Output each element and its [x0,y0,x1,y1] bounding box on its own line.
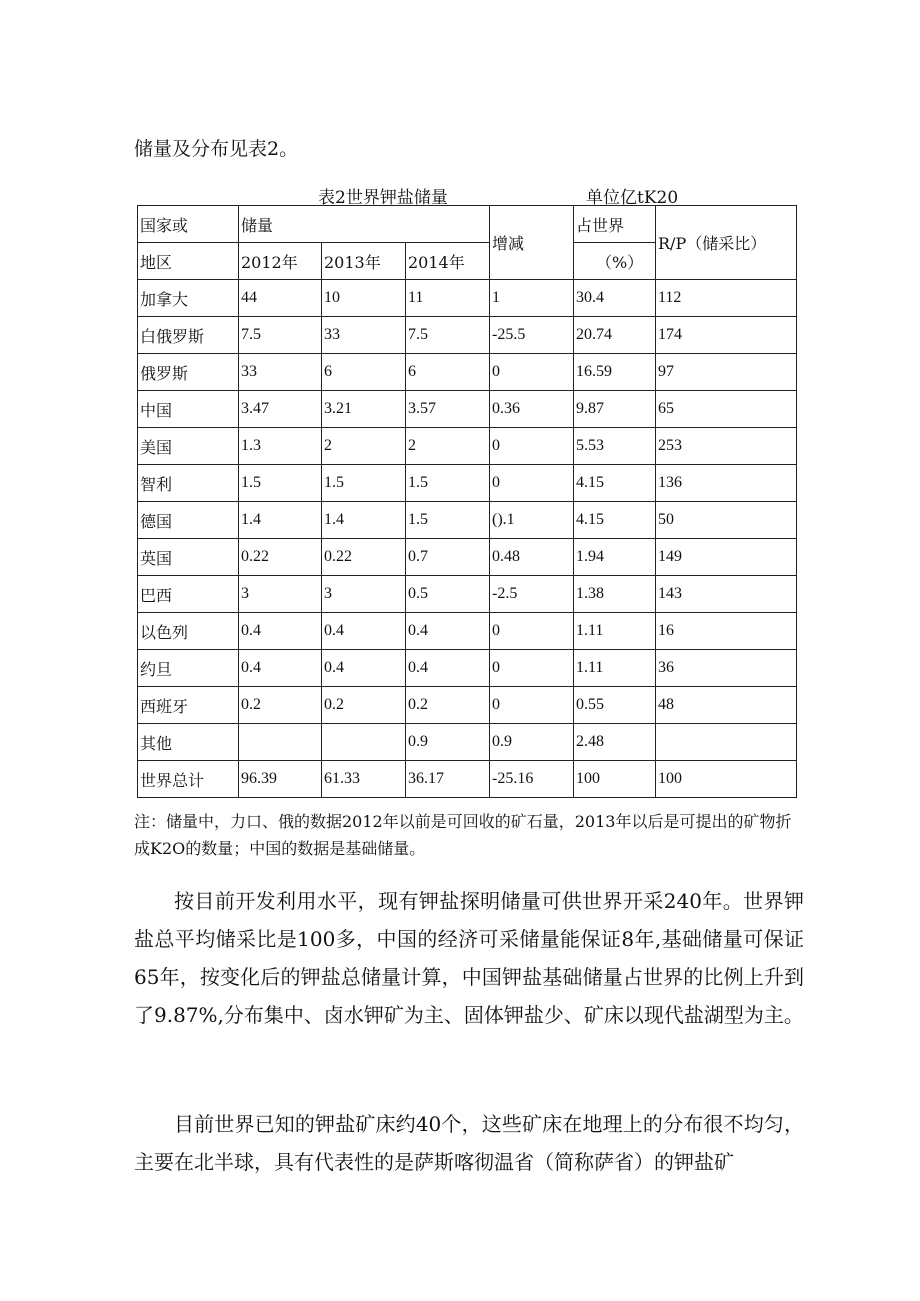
header-year-2013: 2013年 [322,243,406,280]
cell-y2014: 0.4 [406,650,490,687]
cell-y2014: 11 [406,280,490,317]
cell-y2013: 61.33 [322,761,406,798]
cell-y2012: 3 [239,576,322,613]
cell-country: 加拿大 [138,280,239,317]
cell-country: 中国 [138,391,239,428]
cell-change: 0.48 [490,539,574,576]
cell-rp: 136 [656,465,797,502]
cell-y2014: 6 [406,354,490,391]
cell-rp: 16 [656,613,797,650]
cell-y2014: 7.5 [406,317,490,354]
header-reserve: 储量 [239,206,490,243]
cell-share: 30.4 [574,280,656,317]
cell-country: 世界总计 [138,761,239,798]
cell-y2012: 3.47 [239,391,322,428]
cell-change: 0.36 [490,391,574,428]
cell-change: ().1 [490,502,574,539]
cell-country: 以色列 [138,613,239,650]
header-share-unit: （%） [574,243,656,280]
cell-y2014: 0.7 [406,539,490,576]
cell-y2013: 3 [322,576,406,613]
cell-share: 1.11 [574,613,656,650]
cell-y2012: 0.2 [239,687,322,724]
cell-y2013: 1.5 [322,465,406,502]
table-row [138,576,797,613]
cell-country: 英国 [138,539,239,576]
table-caption: 表2世界钾盐储量 [318,188,448,208]
header-change: 增减 [490,206,574,280]
cell-change: 0 [490,613,574,650]
cell-rp: 97 [656,354,797,391]
cell-country: 智利 [138,465,239,502]
table-row [138,724,797,761]
cell-y2013: 10 [322,280,406,317]
table-row [138,428,797,465]
cell-change: 0 [490,354,574,391]
table-row [138,317,797,354]
cell-change: 0 [490,465,574,502]
cell-rp: 65 [656,391,797,428]
cell-share: 1.94 [574,539,656,576]
cell-change: 0 [490,687,574,724]
cell-y2013: 0.4 [322,650,406,687]
cell-y2012: 0.22 [239,539,322,576]
cell-share: 0.55 [574,687,656,724]
header-year-2014: 2014年 [406,243,490,280]
cell-y2014: 0.2 [406,687,490,724]
cell-country: 约旦 [138,650,239,687]
cell-share: 9.87 [574,391,656,428]
cell-y2012: 1.4 [239,502,322,539]
cell-y2013: 0.2 [322,687,406,724]
cell-y2012: 96.39 [239,761,322,798]
cell-share: 16.59 [574,354,656,391]
header-region: 地区 [138,243,239,280]
table-row [138,687,797,724]
table-row [138,391,797,428]
table-row [138,761,797,798]
cell-y2012: 44 [239,280,322,317]
cell-rp [656,724,797,761]
cell-y2014: 3.57 [406,391,490,428]
cell-y2012: 0.4 [239,613,322,650]
cell-share: 2.48 [574,724,656,761]
cell-share: 5.53 [574,428,656,465]
cell-change: 0 [490,650,574,687]
cell-y2014: 2 [406,428,490,465]
cell-change: -25.16 [490,761,574,798]
cell-rp: 100 [656,761,797,798]
cell-y2014: 0.4 [406,613,490,650]
cell-y2012: 7.5 [239,317,322,354]
cell-y2013: 2 [322,428,406,465]
table-row [138,280,797,317]
cell-rp: 112 [656,280,797,317]
header-year-2012: 2012年 [239,243,322,280]
cell-share: 4.15 [574,465,656,502]
cell-rp: 36 [656,650,797,687]
cell-rp: 253 [656,428,797,465]
table-row [138,502,797,539]
cell-share: 4.15 [574,502,656,539]
cell-y2012: 0.4 [239,650,322,687]
cell-y2014: 1.5 [406,465,490,502]
table-note: 注：储量中，力口、俄的数据2012年以前是可回收的矿石量，2013年以后是可提出的矿物折成K2O的数量；中国的数据是基础储量。 [134,812,792,858]
paragraph-2: 目前世界已知的钾盐矿床约40个，这些矿床在地理上的分布很不均匀，主要在北半球，具有代表性的是萨斯喀彻温省（简称萨省）的钾盐矿 [134,1112,804,1174]
cell-change: 0.9 [490,724,574,761]
cell-change: -25.5 [490,317,574,354]
cell-y2012: 33 [239,354,322,391]
table-unit: 单位亿tK20 [586,188,679,208]
cell-rp: 149 [656,539,797,576]
table-row [138,650,797,687]
cell-country: 西班牙 [138,687,239,724]
potash-reserves-table [137,205,797,798]
cell-share: 1.38 [574,576,656,613]
table-row [138,613,797,650]
table-row [138,354,797,391]
cell-y2012 [239,724,322,761]
cell-rp: 174 [656,317,797,354]
cell-country: 其他 [138,724,239,761]
cell-country: 巴西 [138,576,239,613]
header-share: 占世界 [574,206,656,243]
cell-share: 1.11 [574,650,656,687]
cell-y2014: 0.9 [406,724,490,761]
paragraph-1: 按目前开发利用水平，现有钾盐探明储量可供世界开采240年。世界钾盐总平均储采比是100多，中国的经济可采储量能保证8年,基础储量可保证65年，按变化后的钾盐总储量计算，中国钾盐基础储量占世界的比例上升到了9.87%,分布集中、卤水钾矿为主、固体钾盐少、矿床以现代盐湖型为主。 [134,889,804,1027]
cell-rp: 143 [656,576,797,613]
cell-y2013: 0.22 [322,539,406,576]
cell-change: 1 [490,280,574,317]
cell-country: 美国 [138,428,239,465]
cell-share: 20.74 [574,317,656,354]
cell-change: -2.5 [490,576,574,613]
cell-rp: 48 [656,687,797,724]
cell-share: 100 [574,761,656,798]
cell-rp: 50 [656,502,797,539]
cell-change: 0 [490,428,574,465]
cell-y2013: 3.21 [322,391,406,428]
cell-y2013: 0.4 [322,613,406,650]
cell-country: 俄罗斯 [138,354,239,391]
cell-y2013: 6 [322,354,406,391]
cell-y2012: 1.5 [239,465,322,502]
header-country: 国家或 [138,206,239,243]
cell-y2013: 1.4 [322,502,406,539]
cell-y2014: 0.5 [406,576,490,613]
cell-y2013: 33 [322,317,406,354]
header-rp: R/P（储采比） [656,206,797,280]
table-row [138,539,797,576]
cell-y2014: 36.17 [406,761,490,798]
cell-y2013 [322,724,406,761]
cell-country: 德国 [138,502,239,539]
cell-y2014: 1.5 [406,502,490,539]
cell-country: 白俄罗斯 [138,317,239,354]
intro-text: 储量及分布见表2。 [134,138,299,160]
cell-y2012: 1.3 [239,428,322,465]
table-row [138,465,797,502]
